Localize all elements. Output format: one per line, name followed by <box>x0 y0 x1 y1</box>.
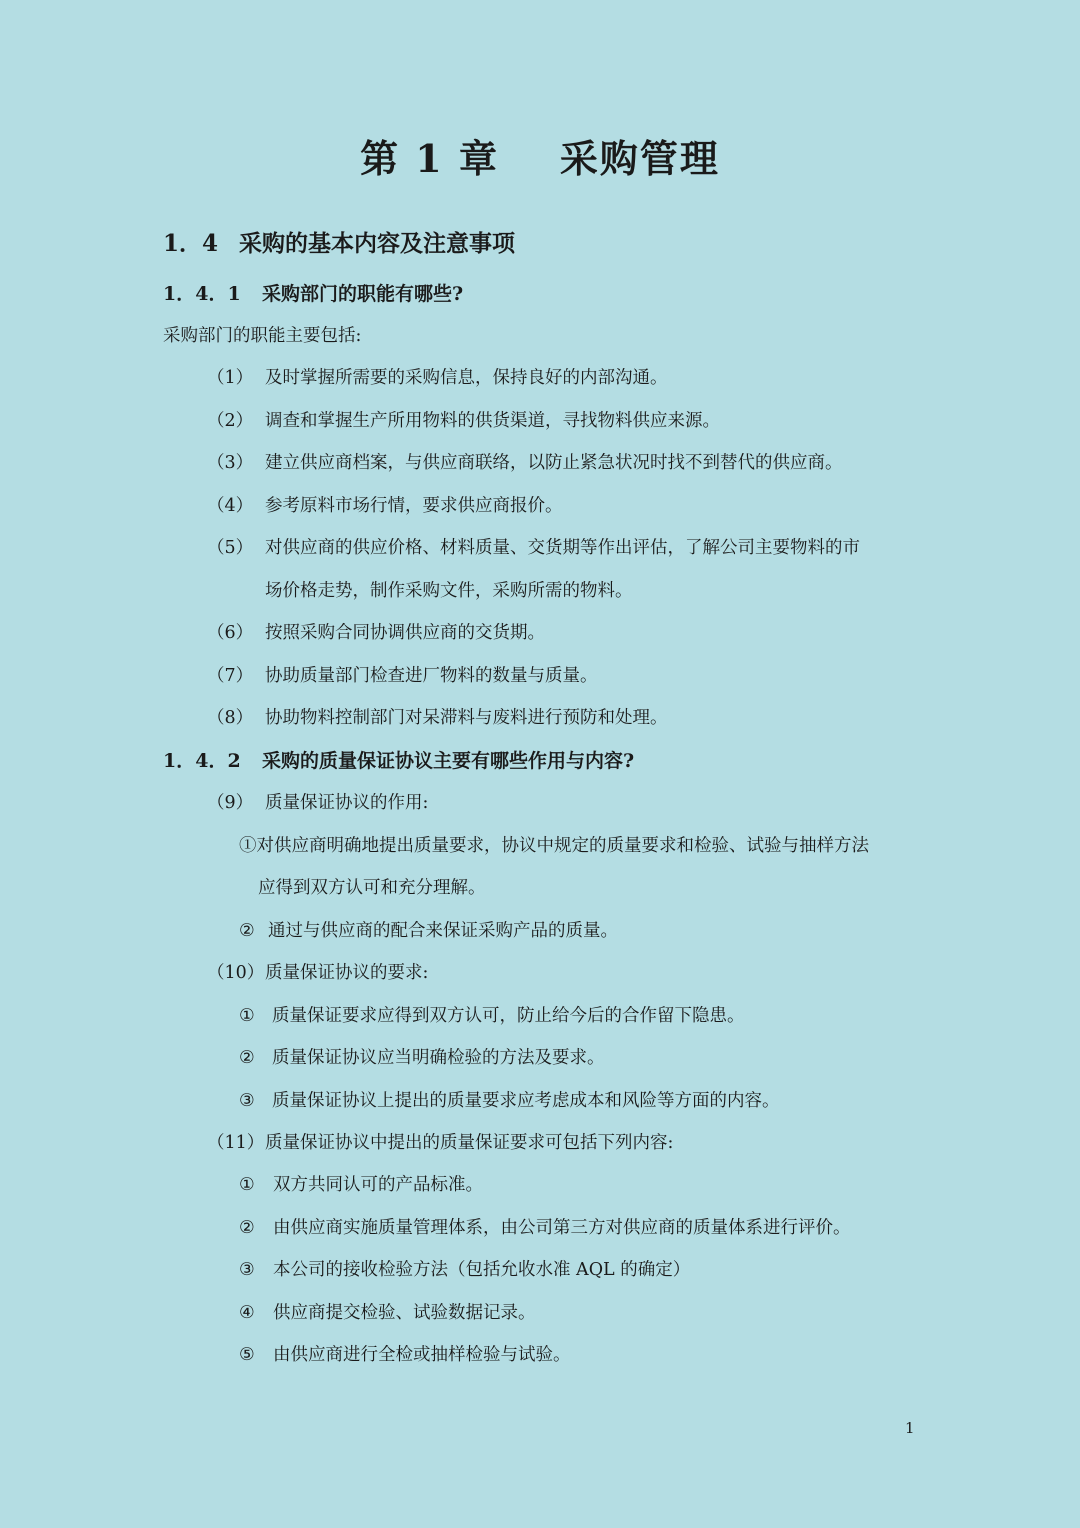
circled-number: ① <box>239 836 257 856</box>
list-item <box>207 958 428 988</box>
circled-number: ① <box>239 1006 255 1026</box>
circled-number: ① <box>239 1175 255 1195</box>
list-text: 及时掌握所需要的采购信息，保持良好的内部沟通。 <box>265 368 668 388</box>
intro-paragraph: 采购部门的职能主要包括: <box>163 326 362 346</box>
list-text: 协助质量部门检查进厂物料的数量与质量。 <box>265 666 598 686</box>
list-number: （11） <box>207 1133 265 1153</box>
section-title: 采购的基本内容及注意事项 <box>239 230 515 257</box>
subsection-heading-2 <box>163 746 634 776</box>
list-item <box>207 448 843 478</box>
subsection-title: 采购的质量保证协议主要有哪些作用与内容? <box>262 750 635 772</box>
list-number: （8） <box>207 708 254 728</box>
section-number: 1．4 <box>163 230 219 257</box>
circled-number: ② <box>239 1218 255 1238</box>
list-item <box>207 406 720 436</box>
list-text: 质量保证协议的作用: <box>265 793 429 813</box>
list-number: （3） <box>207 453 254 473</box>
list-item <box>207 533 860 563</box>
sub-list-text: 质量保证协议上提出的质量要求应考虑成本和风险等方面的内容。 <box>272 1091 780 1111</box>
list-number: （6） <box>207 623 254 643</box>
sub-list-text: 通过与供应商的配合来保证采购产品的质量。 <box>268 921 618 941</box>
list-number: （7） <box>207 666 254 686</box>
circled-number: ③ <box>239 1091 255 1111</box>
list-item <box>207 1128 673 1158</box>
list-text: 参考原料市场行情，要求供应商报价。 <box>265 496 563 516</box>
list-number: （4） <box>207 496 254 516</box>
sub-list-item <box>239 1043 605 1073</box>
list-text: 调查和掌握生产所用物料的供货渠道，寻找物料供应来源。 <box>265 411 720 431</box>
list-number: （2） <box>207 411 254 431</box>
sub-list-item <box>239 1213 851 1243</box>
list-text: 建立供应商档案，与供应商联络，以防止紧急状况时找不到替代的供应商。 <box>265 453 843 473</box>
list-item <box>207 703 668 733</box>
list-number: （10） <box>207 963 265 983</box>
sub-list-item <box>239 1170 483 1200</box>
list-item <box>207 363 668 393</box>
circled-number: ② <box>239 1048 255 1068</box>
sub-list-item <box>239 1001 745 1031</box>
list-text: 质量保证协议的要求: <box>265 963 429 983</box>
list-text: 对供应商的供应价格、材料质量、交货期等作出评估，了解公司主要物料的市 <box>265 538 860 558</box>
sub-list-item <box>239 1086 780 1116</box>
circled-number: ④ <box>239 1303 255 1323</box>
sub-list-item <box>239 916 618 946</box>
circled-number: ② <box>239 921 255 941</box>
sub-list-item-continuation: 应得到双方认可和充分理解。 <box>258 878 486 898</box>
list-item <box>207 661 598 691</box>
chapter-title: 第 1 章 采购管理 <box>360 136 720 181</box>
sub-list-text: 对供应商明确地提出质量要求，协议中规定的质量要求和检验、试验与抽样方法 <box>256 836 869 856</box>
sub-list-item <box>239 831 869 861</box>
list-text: 协助物料控制部门对呆滞料与废料进行预防和处理。 <box>265 708 668 728</box>
section-heading <box>163 229 515 259</box>
subsection-title: 采购部门的职能有哪些? <box>262 283 464 305</box>
sub-list-text: 本公司的接收检验方法（包括允收水准 AQL 的确定） <box>273 1260 691 1280</box>
sub-list-item <box>239 1298 536 1328</box>
list-item-continuation: 场价格走势，制作采购文件，采购所需的物料。 <box>265 581 633 601</box>
list-item <box>207 618 545 648</box>
circled-number: ③ <box>239 1260 255 1280</box>
page-number: 1 <box>905 1419 915 1437</box>
list-text: 按照采购合同协调供应商的交货期。 <box>265 623 545 643</box>
subsection-heading-1 <box>163 279 463 309</box>
subsection-number: 1．4．2 <box>163 750 241 772</box>
list-number: （1） <box>207 368 254 388</box>
subsection-number: 1．4．1 <box>163 283 241 305</box>
sub-list-text: 双方共同认可的产品标准。 <box>273 1175 483 1195</box>
list-number: （5） <box>207 538 254 558</box>
sub-list-text: 质量保证要求应得到双方认可，防止给今后的合作留下隐患。 <box>272 1006 745 1026</box>
sub-list-item <box>239 1255 690 1285</box>
sub-list-text: 供应商提交检验、试验数据记录。 <box>273 1303 536 1323</box>
list-item <box>207 788 428 818</box>
circled-number: ⑤ <box>239 1345 255 1365</box>
sub-list-text: 质量保证协议应当明确检验的方法及要求。 <box>272 1048 605 1068</box>
list-text: 质量保证协议中提出的质量保证要求可包括下列内容: <box>265 1133 674 1153</box>
sub-list-text: 由供应商实施质量管理体系，由公司第三方对供应商的质量体系进行评价。 <box>273 1218 851 1238</box>
list-number: （9） <box>207 793 254 813</box>
sub-list-text: 由供应商进行全检或抽样检验与试验。 <box>273 1345 571 1365</box>
list-item <box>207 491 563 521</box>
sub-list-item <box>239 1340 571 1370</box>
